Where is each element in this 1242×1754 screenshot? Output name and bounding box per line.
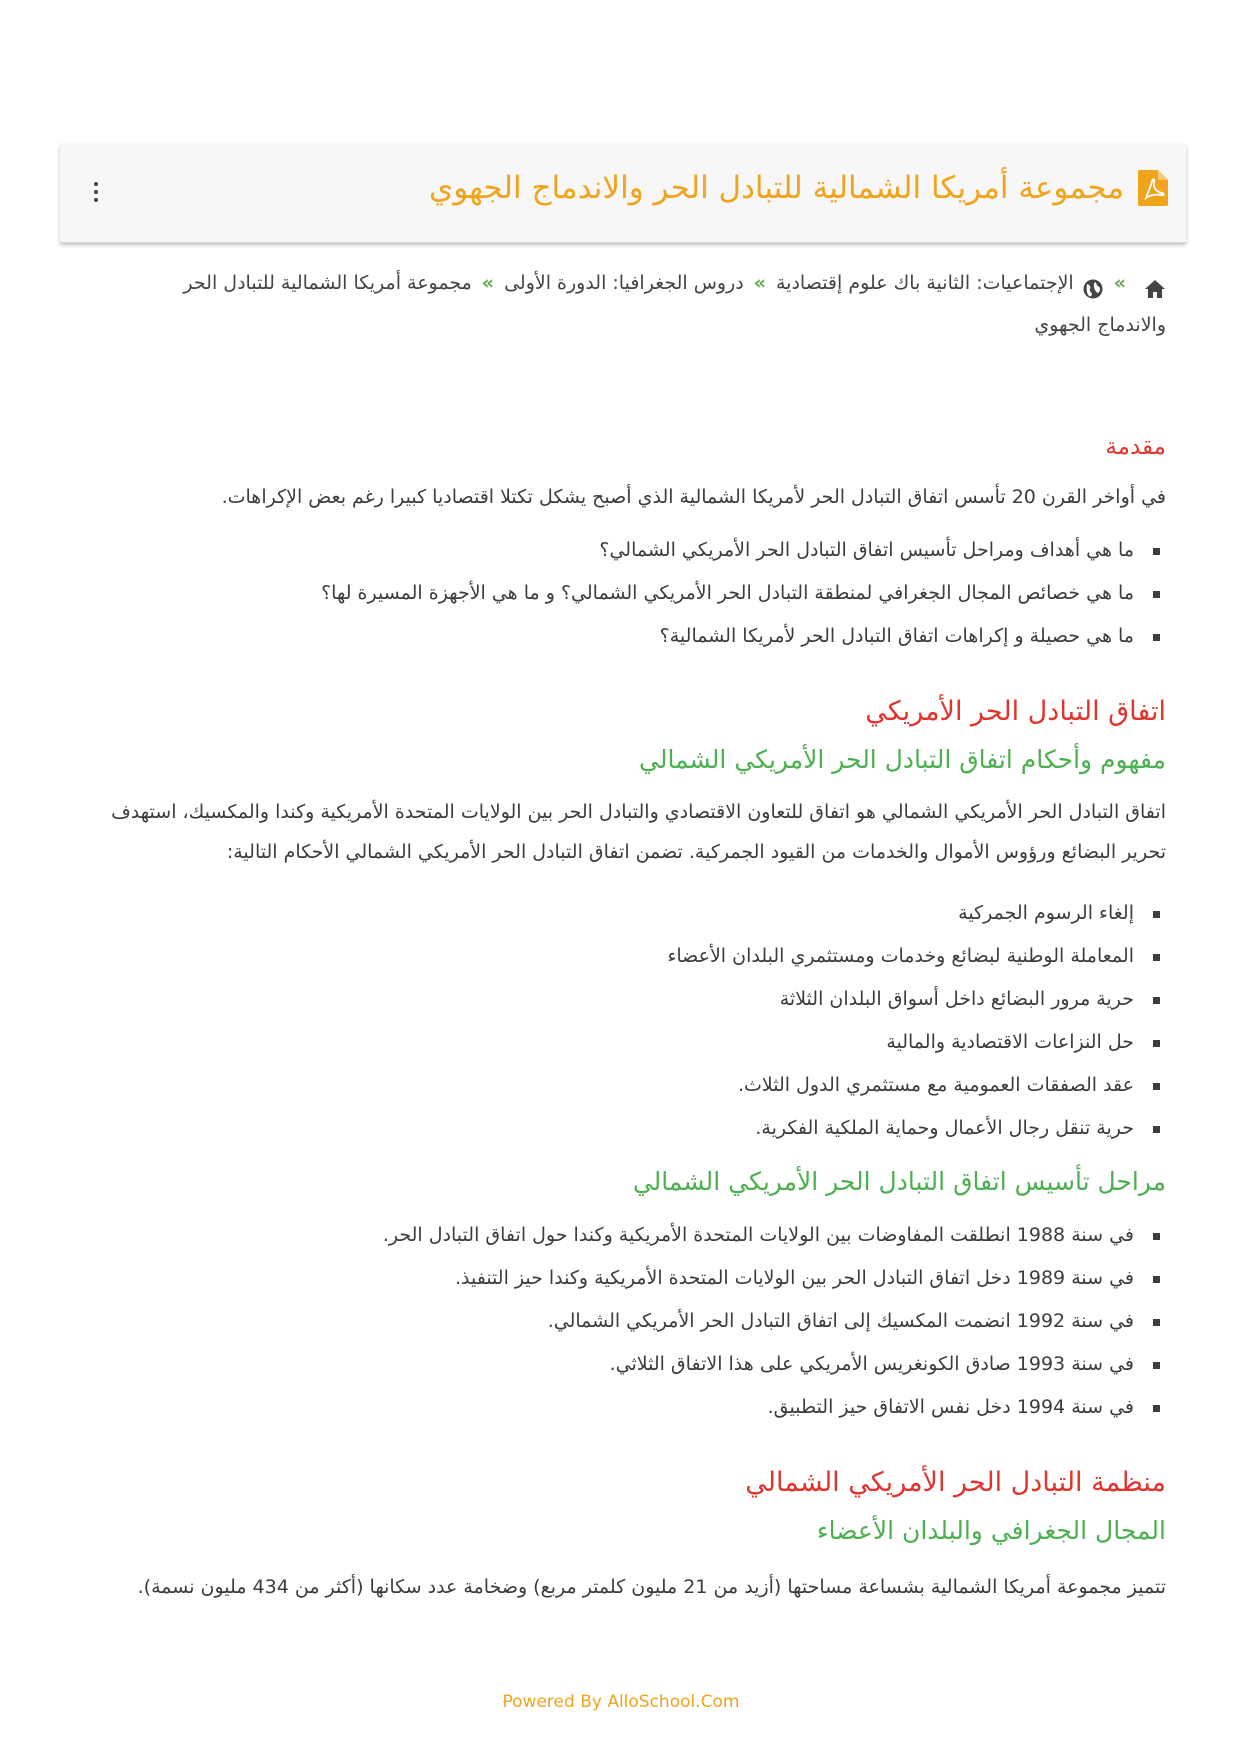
section2-heading: منظمة التبادل الحر الأمريكي الشمالي: [745, 1467, 1166, 1498]
breadcrumb-item-lessons[interactable]: دروس الجغرافيا: الدورة الأولى: [504, 272, 744, 294]
breadcrumb-separator: »: [753, 272, 766, 294]
section1-heading: اتفاق التبادل الحر الأمريكي: [865, 696, 1166, 727]
list-item: عقد الصفقات العمومية مع مستثمري الدول الثلاث.: [86, 1064, 1166, 1107]
list-item: حل النزاعات الاقتصادية والمالية: [86, 1021, 1166, 1064]
breadcrumb-item-current: مجموعة أمريكا الشمالية للتبادل الحر والاندماج الجهوي: [183, 272, 1166, 336]
list-item: في سنة 1992 انضمت المكسيك إلى اتفاق التبادل الحر الأمريكي الشمالي.: [86, 1300, 1166, 1343]
section2-sub1-paragraph: تتميز مجموعة أمريكا الشمالية بشساعة مساحتها (أزيد من 21 مليون كلمتر مربع) وضخامة عدد سكانها (أكثر من 434 مليون نسمة).: [137, 1576, 1166, 1598]
footer-powered-by[interactable]: Powered By AlloSchool.Com: [502, 1692, 740, 1712]
list-item: ما هي أهداف ومراحل تأسيس اتفاق التبادل الحر الأمريكي الشمالي؟: [86, 529, 1166, 572]
document-content: [86, 425, 1166, 1607]
list-item: إلغاء الرسوم الجمركية: [86, 892, 1166, 935]
section2-sub1-heading: المجال الجغرافي والبلدان الأعضاء: [816, 1516, 1166, 1545]
section1-sub1-heading: مفهوم وأحكام اتفاق التبادل الحر الأمريكي الشمالي: [638, 745, 1166, 774]
intro-paragraph: في أواخر القرن 20 تأسس اتفاق التبادل الحر لأمريكا الشمالية الذي أصبح يشكل تكتلا اقتصاديا كبيرا رغم بعض الإكراهات.: [221, 486, 1166, 508]
breadcrumb: [126, 262, 1166, 346]
list-item: في سنة 1989 دخل اتفاق التبادل الحر بين الولايات المتحدة الأمريكية وكندا حيز التنفيذ.: [86, 1257, 1166, 1300]
globe-icon: [1082, 273, 1104, 295]
list-item: في سنة 1988 انطلقت المفاوضات بين الولايات المتحدة الأمريكية وكندا حول اتفاق التبادل الحر.: [86, 1214, 1166, 1257]
kebab-menu-icon[interactable]: [92, 182, 100, 206]
list-item: ما هي خصائص المجال الجغرافي لمنطقة التبادل الحر الأمريكي الشمالي؟ و ما هي الأجهزة المسيرة لها؟: [86, 572, 1166, 615]
breadcrumb-separator: »: [481, 272, 495, 294]
list-item: حرية تنقل رجال الأعمال وحماية الملكية الفكرية.: [86, 1107, 1166, 1150]
list-item: ما هي حصيلة و إكراهات اتفاق التبادل الحر لأمريكا الشمالية؟: [86, 615, 1166, 658]
list-item: في سنة 1993 صادق الكونغريس الأمريكي على هذا الاتفاق الثلاثي.: [86, 1343, 1166, 1386]
breadcrumb-separator: »: [1113, 272, 1126, 294]
pdf-icon: [1138, 170, 1168, 206]
section1-sub1-paragraph: اتفاق التبادل الحر الأمريكي الشمالي هو اتفاق للتعاون الاقتصادي والتبادل الحر بين الولايات المتحدة الأمريكية وكندا والمكسيك، استهدف تحرير البضائع ورؤوس الأموال والخدمات من القيود الجمركية. تضمن اتفاق التبادل الحر الأمريكي الشمالي الأحكام التالية:: [111, 801, 1166, 863]
home-icon[interactable]: [1144, 273, 1166, 295]
document-header: [60, 144, 1186, 243]
list-item: حرية مرور البضائع داخل أسواق البلدان الثلاثة: [86, 978, 1166, 1021]
header-title-group: [429, 170, 1168, 206]
page-title: مجموعة أمريكا الشمالية للتبادل الحر والاندماج الجهوي: [428, 170, 1124, 206]
list-item: المعاملة الوطنية لبضائع وخدمات ومستثمري البلدان الأعضاء: [86, 935, 1166, 978]
stages-list: [86, 1214, 1166, 1429]
intro-questions-list: [86, 529, 1166, 658]
breadcrumb-item-subject[interactable]: الإجتماعيات: الثانية باك علوم إقتصادية: [776, 272, 1074, 294]
list-item: في سنة 1994 دخل نفس الاتفاق حيز التطبيق.: [86, 1386, 1166, 1429]
section1-sub2-heading: مراحل تأسيس اتفاق التبادل الحر الأمريكي الشمالي: [632, 1167, 1166, 1196]
provisions-list: [86, 892, 1166, 1150]
intro-heading: مقدمة: [1105, 434, 1166, 460]
